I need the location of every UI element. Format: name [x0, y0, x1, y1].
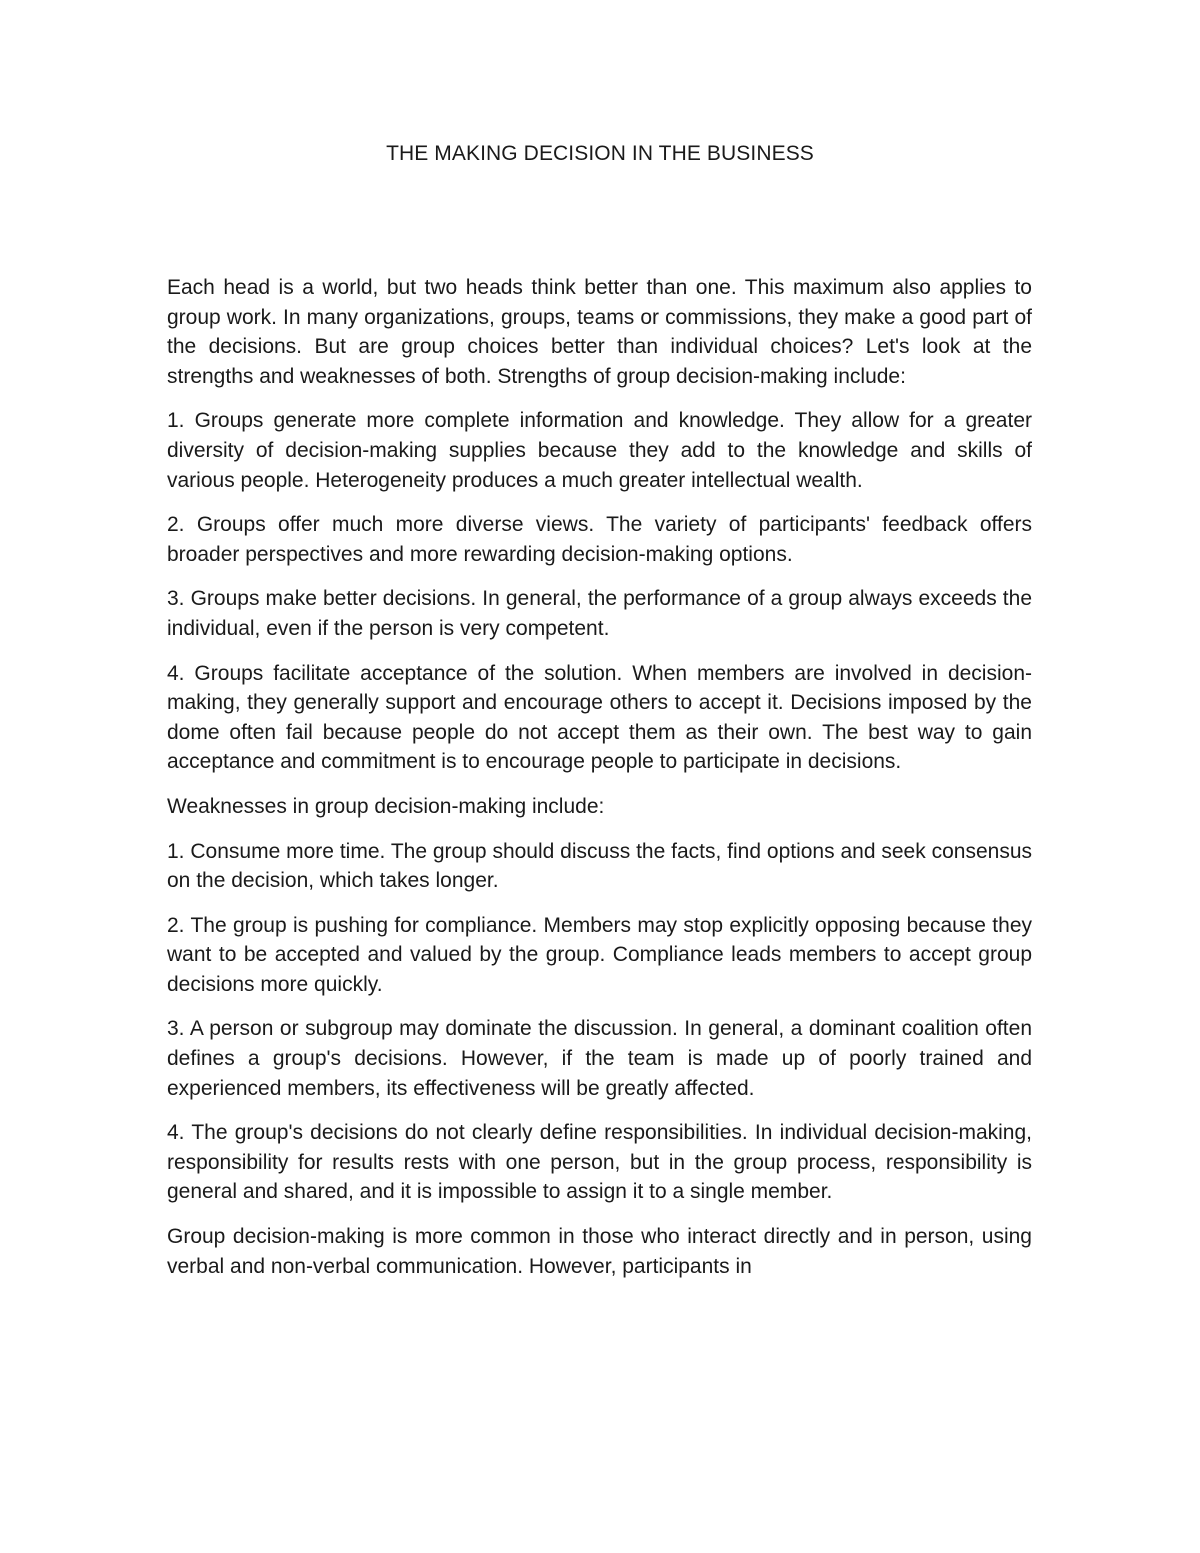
weakness-item-3: 3. A person or subgroup may dominate the discussion. In general, a dominant coalition often defines a group's decisions. However, if the team is made up of poorly trained and experienced members, its effectiveness will be greatly affected.: [167, 1017, 1032, 1100]
strength-item-2: 2. Groups offer much more diverse views. The variety of participants' feedback offers broader perspectives and more rewarding decision-making options.: [167, 513, 1032, 566]
weaknesses-heading-paragraph: Weaknesses in group decision-making include:: [167, 794, 605, 818]
document-title: THE MAKING DECISION IN THE BUSINESS: [386, 142, 814, 165]
strength-item-4: 4. Groups facilitate acceptance of the solution. When members are involved in decision-making, they generally support and encourage others to accept it. Decisions imposed by the dome often fail because people do not accept them as their own. The best way to gain acceptance and commitment is to encourage people to participate in decisions.: [167, 661, 1032, 774]
intro-paragraph: Each head is a world, but two heads think better than one. This maximum also applies to group work. In many organizations, groups, teams or commissions, they make a good part of the decisions. But are group choices better than individual choices? Let's look at the strengths and weaknesses of both. Strengths of group decision-making include:: [167, 276, 1032, 388]
weakness-item-1: 1. Consume more time. The group should discuss the facts, find options and seek consensus on the decision, which takes longer.: [167, 839, 1032, 893]
strength-item-1: 1. Groups generate more complete information and knowledge. They allow for a greater diversity of decision-making supplies because they add to the knowledge and skills of various people. Heterogeneity produces a much greater intellectual wealth.: [167, 409, 1032, 492]
weakness-item-4: 4. The group's decisions do not clearly define responsibilities. In individual decision-making, responsibility for results rests with one person, but in the group process, responsibility is general and shared, and it is impossible to assign it to a single member.: [167, 1121, 1032, 1204]
weakness-item-2: 2. The group is pushing for compliance. Members may stop explicitly opposing because they want to be accepted and valued by the group. Compliance leads members to accept group decisions more quickly.: [167, 913, 1032, 996]
closing-paragraph: Group decision-making is more common in those who interact directly and in person, using verbal and non-verbal communication. However, participants in: [167, 1225, 1032, 1278]
document-body: [167, 273, 1032, 1296]
strength-item-3: 3. Groups make better decisions. In general, the performance of a group always exceeds the individual, even if the person is very competent.: [167, 587, 1032, 640]
